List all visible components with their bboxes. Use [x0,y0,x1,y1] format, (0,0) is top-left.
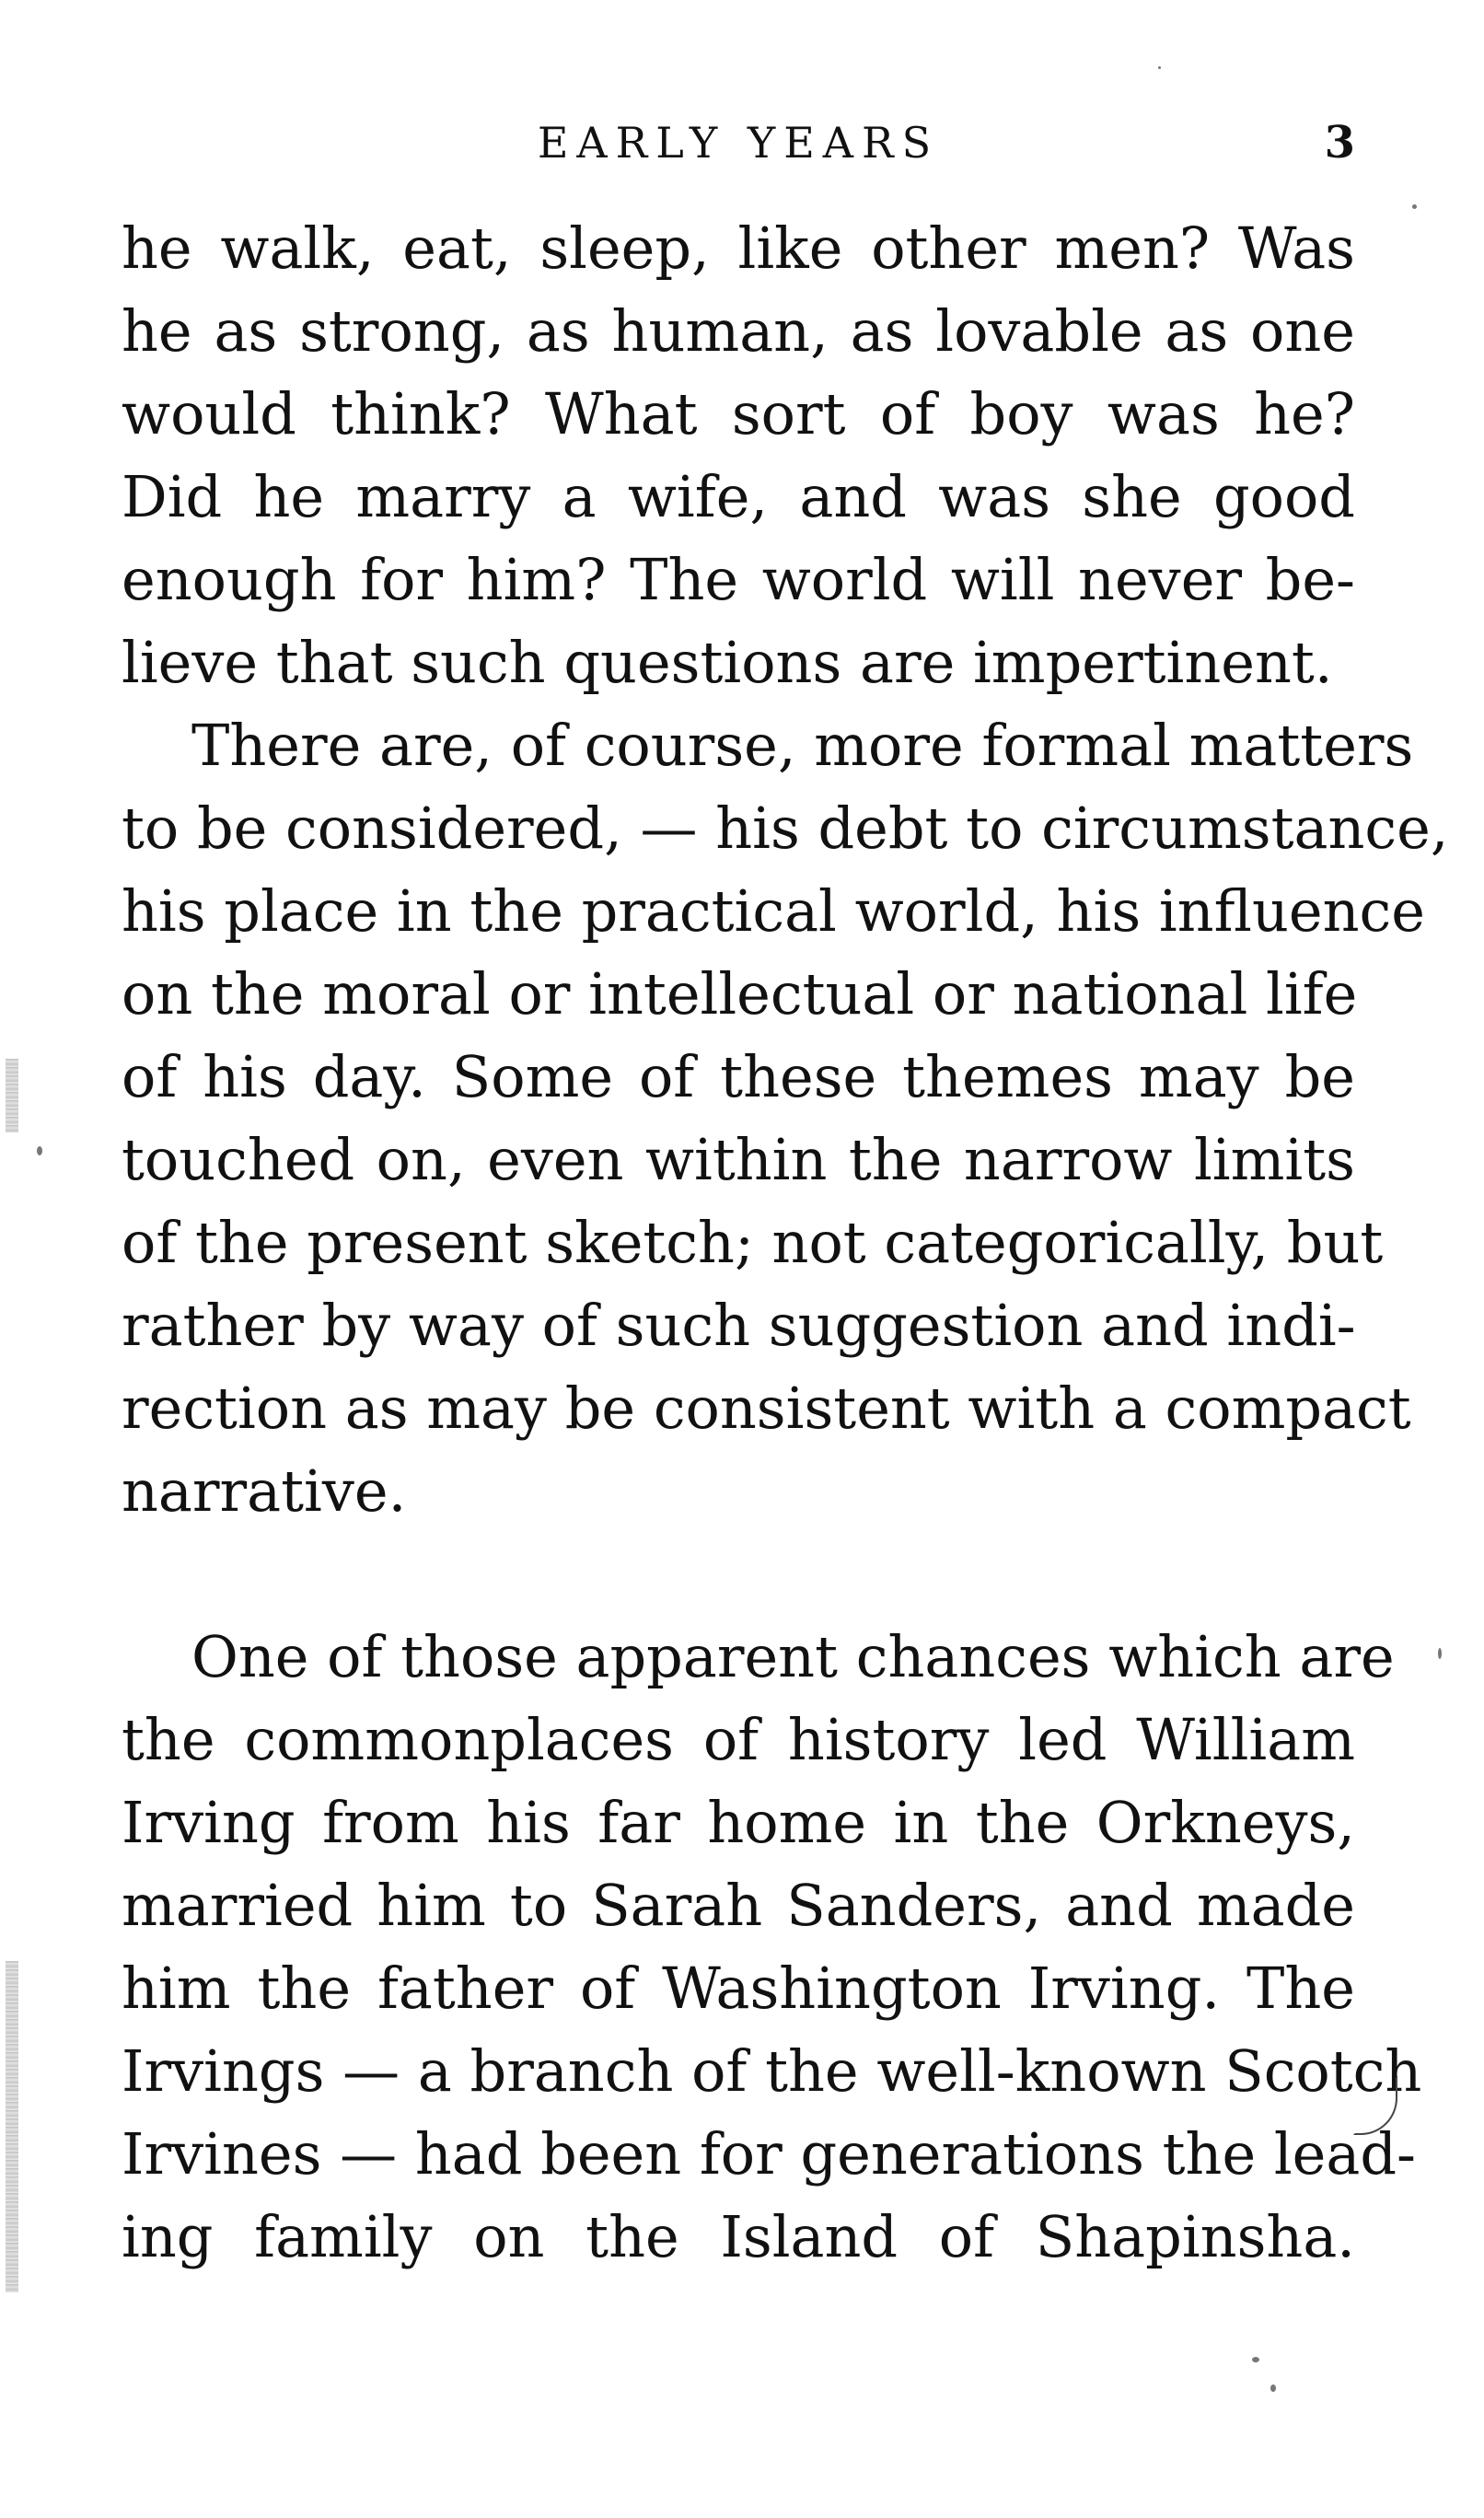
running-head [122,110,1355,175]
text-line: There are, of course, more formal matters [191,712,1414,779]
text-line: he walk, eat, sleep, like other men? Was [122,215,1355,282]
scan-edge-shadow [6,1059,18,1132]
text-line: would think? What sort of boy was he? [122,380,1355,447]
text-line: ing family on the Island of Shapinsha. [122,2203,1355,2270]
scan-speck [37,1146,42,1155]
text-line: him the father of Washington Irving. The [122,1955,1355,2022]
scan-speck [1412,204,1417,209]
running-title: EARLY YEARS [537,118,940,168]
text-line: enough for him? The world will never be- [122,546,1355,613]
text-line: touched on, even within the narrow limits [122,1126,1355,1193]
text-line: the commonplaces of history led William [122,1706,1355,1773]
scan-speck [1270,2385,1276,2392]
text-line: he as strong, as human, as lovable as one [122,297,1355,365]
scan-speck [1438,1648,1442,1659]
text-line: on the moral or intellectual or national life [122,960,1358,1027]
text-line: Did he marry a wife, and was she good [122,463,1355,530]
text-line: narrative. [122,1457,407,1525]
text-line: married him to Sarah Sanders, and made [122,1872,1355,1939]
text-line: of his day. Some of these themes may be [122,1043,1355,1110]
scan-speck [1158,66,1161,69]
text-line: Irvines — had been for generations the lead- [122,2120,1416,2187]
text-line: Irving from his far home in the Orkneys, [122,1789,1355,1856]
text-line: Irvings — a branch of the well-known Scotch [122,2037,1422,2105]
page-number: 3 [1324,117,1355,168]
text-line: rection as may be consistent with a compact [122,1375,1411,1442]
text-line: One of those apparent chances which are [191,1623,1395,1690]
text-line: his place in the practical world, his influence [122,877,1425,945]
text-line: to be considered, — his debt to circumstance, [122,795,1449,862]
text-line: lieve that such questions are impertinent. [122,629,1333,696]
scan-edge-shadow [6,1961,18,2292]
text-line: rather by way of such suggestion and indi- [122,1292,1356,1359]
text-line: of the present sketch; not categorically, but [122,1209,1384,1276]
scan-speck [1252,2357,1259,2362]
